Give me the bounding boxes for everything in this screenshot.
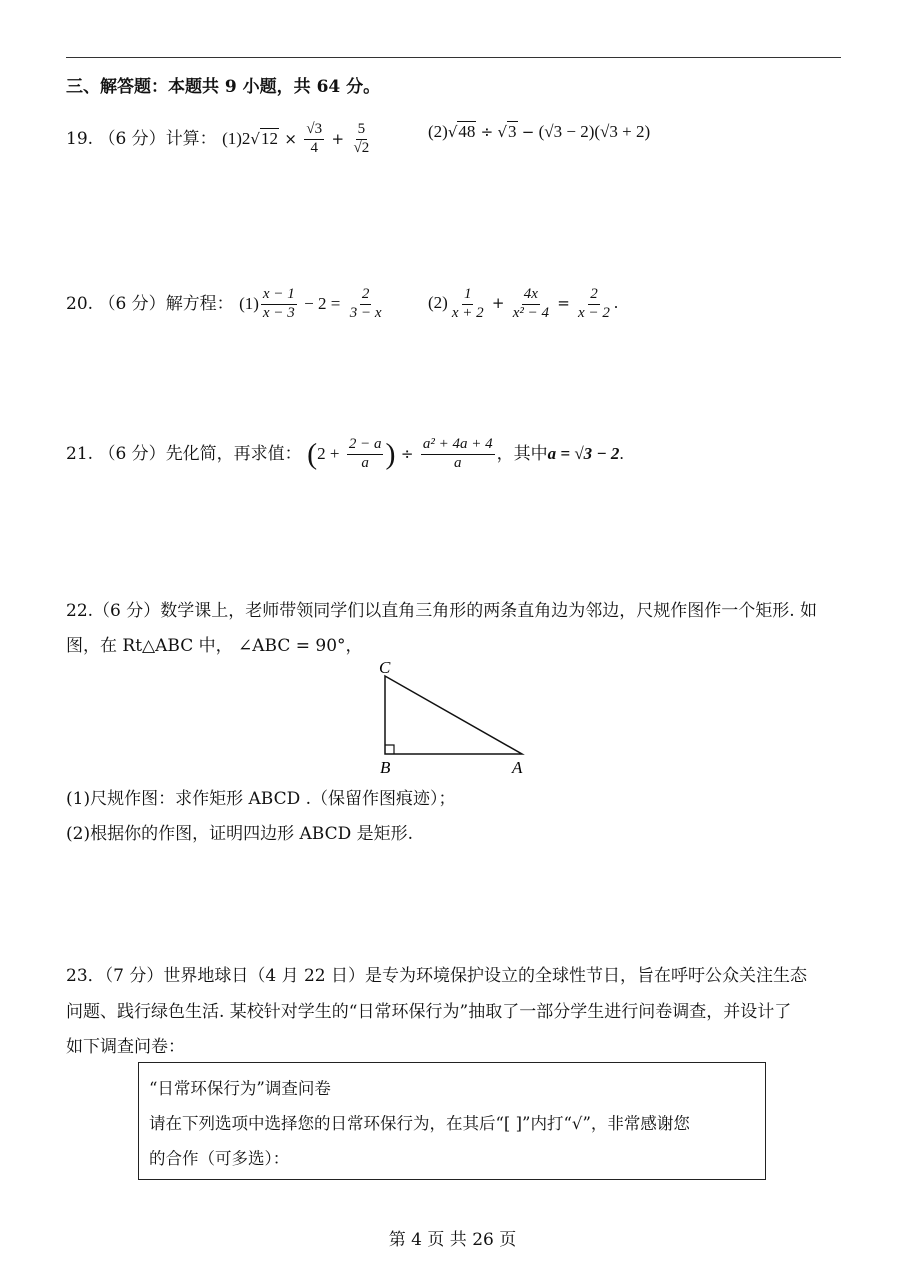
fraction: $\frac{4x}{\text{x² − 4}}$ <box>512 286 549 321</box>
question-23-line-1: 23．（7 分）世界地球日（4 月 22 日）是专为环境保护设立的全球性节日，旨在呼吁公众关注生态 <box>66 966 808 986</box>
left-paren: ( <box>307 437 318 471</box>
fraction: $\frac{2}{x - 2}$ <box>578 286 610 321</box>
group-1: (√3 − 2) <box>538 122 595 141</box>
question-score: （6 分） <box>98 443 166 464</box>
question-22-line-1: 22.（6 分）数学课上，老师带领同学们以直角三角形的两条直角边为邻边，尺规作图作一个矩形. 如 <box>66 601 818 621</box>
radicand: 3 <box>508 122 517 141</box>
question-20-part-2 <box>428 287 618 322</box>
condition: a = √3 − 2 <box>547 443 620 463</box>
question-number: 21. <box>66 443 94 464</box>
divide-sign: ÷ <box>480 123 494 141</box>
group-2: (√3 + 2) <box>594 122 651 141</box>
question-20 <box>66 287 385 322</box>
constant-term: 2 + <box>317 443 340 463</box>
triangle-abc <box>385 676 522 754</box>
radicand: 48 <box>458 122 476 141</box>
equals-sign: = <box>557 294 570 313</box>
right-paren: ) <box>385 437 396 471</box>
vertex-label-b: B <box>380 758 391 777</box>
survey-instruction-2: 的合作（可多选）： <box>149 1149 290 1168</box>
fraction: $\frac{\text{a² + 4a + 4}}{a}$ <box>422 436 493 471</box>
question-score: （6 分） <box>98 128 166 149</box>
right-angle-mark <box>385 745 394 754</box>
right-triangle-figure <box>370 656 540 778</box>
part-1-label: (1) <box>239 293 259 313</box>
question-19: 19. （6 分）计算： (1)2√12 × $\frac{√3}{4}$ + $\frac{5}{√2}$ <box>66 121 370 156</box>
minus-sign: − <box>521 123 535 141</box>
fraction: $\frac{2}{3 - x}$ <box>349 286 382 321</box>
radicand: 12 <box>260 128 278 148</box>
question-23-line-3: 如下调查问卷： <box>66 1037 185 1057</box>
header-rule <box>66 57 841 58</box>
fraction: $\frac{x - 1}{x - 3}$ <box>262 286 295 321</box>
times-sign: × <box>284 129 297 148</box>
question-19-part-2: (2)√48 ÷ √3 − (√3 − 2)(√3 + 2) <box>428 122 651 141</box>
survey-instruction-1: 请在下列选项中选择您的日常环保行为，在其后“[ ]”内打“√”，非常感谢您 <box>149 1114 690 1133</box>
page-footer: 第 4 页 共 26 页 <box>388 1230 517 1250</box>
plus-sign: + <box>331 129 345 148</box>
plus-sign: + <box>491 294 505 313</box>
question-number: 20. <box>66 293 94 314</box>
question-21 <box>66 437 624 472</box>
part-2-label: (2) <box>428 122 448 141</box>
part-2-label: (2) <box>428 293 448 313</box>
question-instruction: 计算： <box>165 128 217 149</box>
question-instruction: 解方程： <box>165 293 234 314</box>
question-instruction: 先化简，再求值： <box>165 443 302 464</box>
vertex-label-c: C <box>379 658 391 677</box>
fraction: $\frac{2 - a}{a}$ <box>348 436 382 471</box>
question-22-line-2: 图，在 Rt△ABC 中， ∠ABC = 90°， <box>66 636 363 656</box>
fraction: $\frac{1}{x + 2}$ <box>451 286 484 321</box>
period: . <box>619 443 624 463</box>
fraction: $\frac{√3}{4}$ <box>306 121 323 156</box>
where-text: ，其中 <box>496 443 548 464</box>
coefficient: 2 <box>241 128 251 148</box>
section-title: 三、解答题：本题共 9 小题，共 64 分。 <box>66 77 381 97</box>
part-1-label: (1) <box>222 128 242 148</box>
fraction: $\frac{5}{√2}$ <box>353 121 370 156</box>
vertex-label-a: A <box>512 758 523 777</box>
survey-box <box>138 1062 766 1180</box>
question-number: 19. <box>66 128 94 149</box>
period: . <box>613 293 619 313</box>
question-23-line-2: 问题、践行绿色生活. 某校针对学生的“日常环保行为”抽取了一部分学生进行问卷调查，并设计了 <box>66 1002 792 1022</box>
equation-middle: − 2 = <box>304 293 341 313</box>
question-score: （6 分） <box>98 293 166 314</box>
question-22-sub-2: (2)根据你的作图，证明四边形 ABCD 是矩形. <box>66 824 414 844</box>
survey-title: “日常环保行为”调查问卷 <box>149 1079 331 1098</box>
question-22-sub-1: (1)尺规作图：求作矩形 ABCD .（保留作图痕迹）； <box>66 789 456 809</box>
divide-sign: ÷ <box>400 444 414 463</box>
